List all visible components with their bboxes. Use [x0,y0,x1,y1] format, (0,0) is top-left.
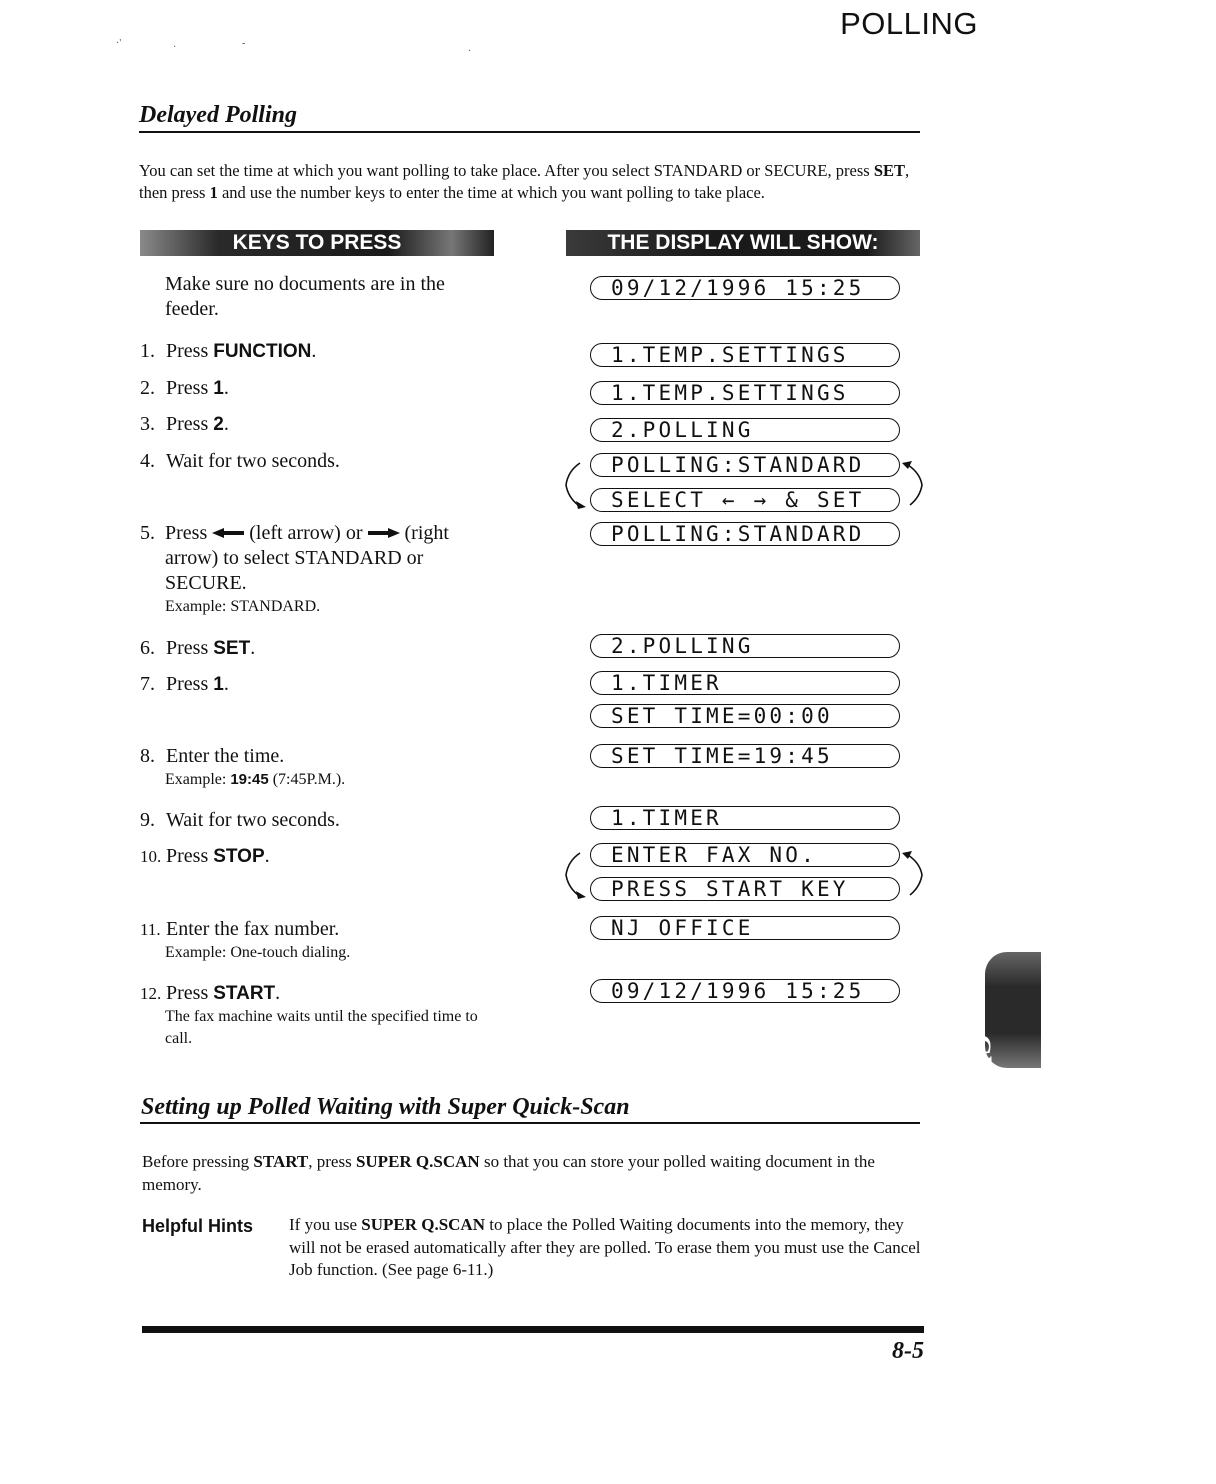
section-title-super-quick-scan: Setting up Polled Waiting with Super Quick-Scan [141,1094,630,1120]
helpful-hints-text: If you use SUPER Q.SCAN to place the Polled Waiting documents into the memory, they will not be erased automatically after they are polled. To erase them you must use the Cancel Job function. (See page 6-11.) [289,1215,921,1279]
step-5: 5. Press (left arrow) or (right arrow) to select STANDARD or SECURE. Example: STANDARD. [140,521,500,618]
step-6: 6. Press SET. [140,637,256,659]
step-4: 4. Wait for two seconds. [140,450,340,472]
display-will-show-banner: THE DISPLAY WILL SHOW: [566,230,920,256]
step-9: 9. Wait for two seconds. [140,809,340,831]
step-12: 12. Press START. The fax machine waits until the specified time to call. [140,981,500,1050]
lcd-display-polling-standard: POLLING:STANDARD [590,522,900,546]
step-12-note: The fax machine waits until the specified time to call. [165,1008,478,1047]
lcd-display-polling: 2.POLLING [590,634,900,658]
helpful-hints-label: Helpful Hints [142,1216,253,1236]
step-10: 10. Press STOP. [140,845,270,867]
step-0: Make sure no documents are in the feeder. [165,273,445,320]
lcd-display-date: 09/12/1996 15:25 [590,979,900,1003]
alternating-display-right-arrow-icon [898,455,930,515]
lcd-display-nj-office: NJ OFFICE [590,916,900,940]
lcd-display-enter-fax: ENTER FAX NO. [590,843,900,867]
lcd-display-select-set: SELECT ← → & SET [590,488,900,512]
lcd-display-polling: 2.POLLING [590,418,900,442]
alternating-display-left-arrow-icon [560,845,592,905]
lcd-display-temp-settings: 1.TEMP.SETTINGS [590,381,900,405]
lcd-display-timer: 1.TIMER [590,671,900,695]
lcd-display-set-time-entered: SET TIME=19:45 [590,744,900,768]
step-3: 3. Press 2. [140,413,229,435]
section-rule [140,1122,920,1124]
lcd-display-polling-standard: POLLING:STANDARD [590,453,900,477]
lcd-display-date: 09/12/1996 15:25 [590,276,900,300]
section-title-delayed-polling: Delayed Polling [139,102,297,128]
step-11: 11. Enter the fax number. Example: One-touch dialing. [140,917,350,964]
step-8: 8. Enter the time. Example: 19:45 (7:45P.M.). [140,744,345,791]
step-1: 1. Press FUNCTION. [140,340,317,362]
step-7: 7. Press 1. [140,673,229,695]
lcd-display-set-time: SET TIME=00:00 [590,704,900,728]
step-8-example: Example: 19:45 (7:45P.M.). [165,771,346,788]
footer-rule [142,1326,924,1333]
right-arrow-key-icon [368,527,400,539]
alternating-display-left-arrow-icon [560,455,592,515]
page-number: 8-5 [892,1338,924,1364]
section-rule [139,131,920,133]
step-2: 2. Press 1. [140,377,229,399]
chapter-header-title: POLLING [840,6,978,41]
keys-to-press-banner: KEYS TO PRESS [140,230,494,256]
left-arrow-key-icon [212,527,244,539]
chapter-tab: Ch. 8 [985,952,1041,1068]
lcd-display-press-start: PRESS START KEY [590,877,900,901]
intro-paragraph: You can set the time at which you want polling to take place. After you select STANDARD or SECURE, press SET, then press 1 and use the number keys to enter the time at which you want polling to take place. [139,161,910,202]
step-11-example: Example: One-touch dialing. [165,944,351,961]
lcd-display-timer: 1.TIMER [590,806,900,830]
alternating-display-right-arrow-icon [898,845,930,905]
step-5-example: Example: STANDARD. [165,598,321,615]
super-quick-scan-paragraph: Before pressing START, press SUPER Q.SCAN so that you can store your polled waiting document in the memory. [142,1152,875,1194]
lcd-display-temp-settings: 1.TEMP.SETTINGS [590,343,900,367]
